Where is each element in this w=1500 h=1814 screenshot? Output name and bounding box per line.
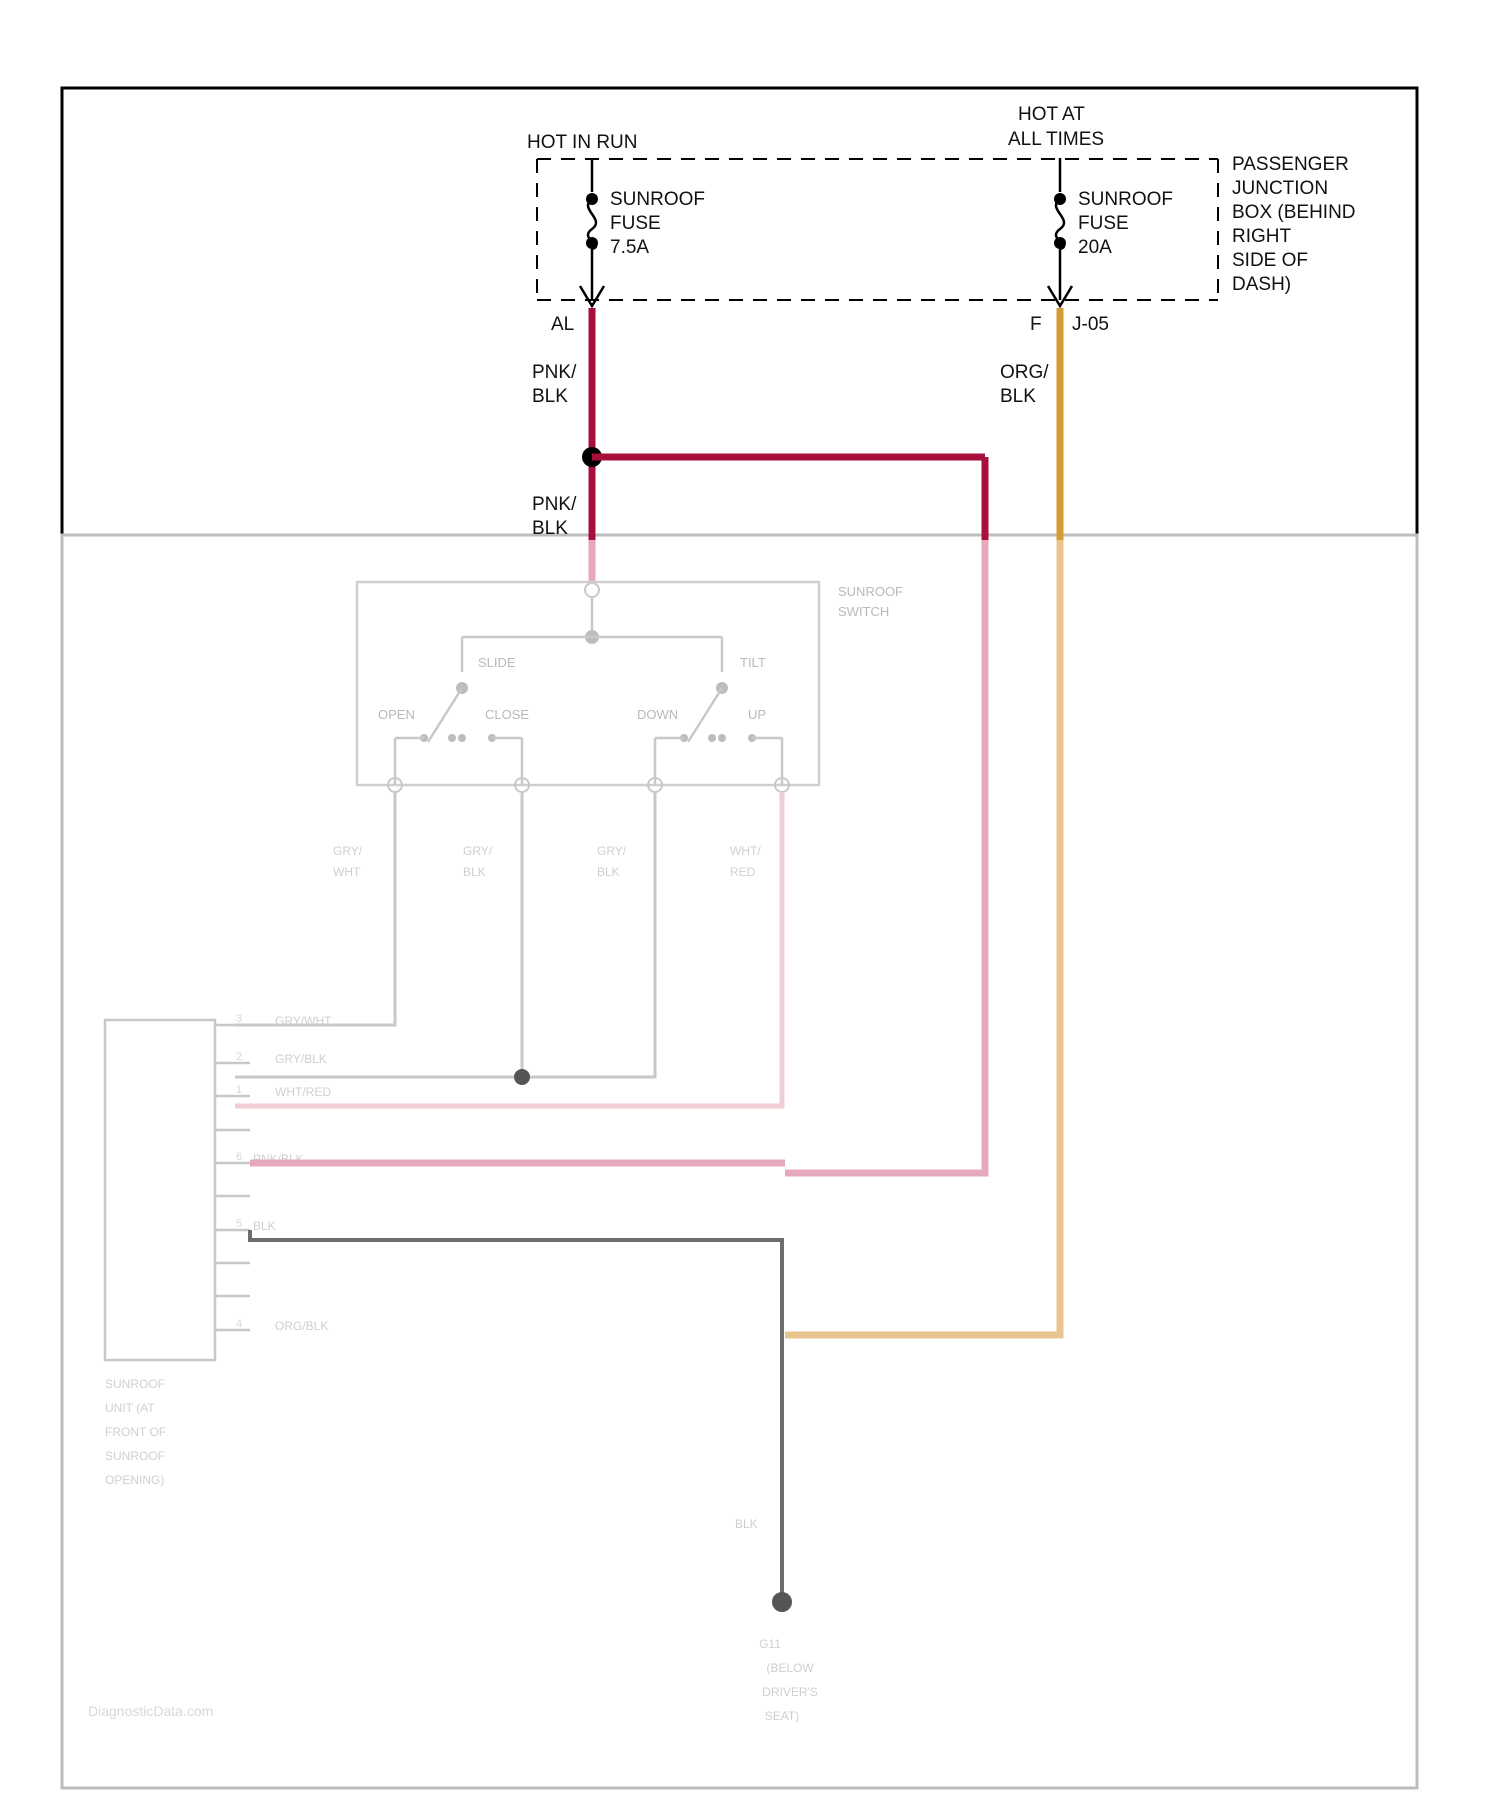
control-unit-name-line-5: OPENING) [105,1473,165,1487]
unit-pin-6-wire: PNK/BLK [253,1152,304,1166]
switch-wire-4-line1: WHT/ [730,844,761,858]
hot-at-all-times-label-line1: HOT AT [1018,104,1085,125]
unit-pin-1-number: 1 [236,1084,243,1096]
unit-pin-4-wire: ORG/BLK [275,1319,329,1333]
junction-box-name-line-3: BOX (BEHIND [1232,202,1356,223]
switch-wire-1-line1: GRY/ [333,844,363,858]
fuse2-pin-label: F [1030,314,1042,335]
junction-box-name-line-5: SIDE OF [1232,250,1309,271]
unit-pin-3-number: 3 [236,1013,243,1025]
unit-pin-2-number: 2 [236,1051,243,1063]
unit-pin-6-number: 6 [236,1151,243,1163]
switch-wire-4-line2: RED [730,865,756,879]
wire-pnk-blk-top-label-line2: BLK [532,386,568,407]
wire-pnk-blk-lower-label-line1: PNK/ [532,494,577,515]
junction-box-name-line-6: DASH) [1232,274,1292,295]
junction-box-name-line-4: RIGHT [1232,226,1292,247]
fuse1-rating: 7.5A [610,237,650,258]
control-unit-name-line-3: FRONT OF [105,1425,167,1439]
switch-position-down: DOWN [637,707,679,722]
wire-pnk-blk-top-label-line1: PNK/ [532,362,577,383]
ground-name-line-1: G11 [759,1637,781,1651]
switch-wire-2-line2: BLK [463,865,486,879]
junction-box-name-line-2: JUNCTION [1232,178,1329,199]
fuse2-name-line2: FUSE [1078,213,1129,234]
switch-wire-1-line2: WHT [333,865,361,879]
fuse1-pin-label: AL [551,314,575,335]
control-unit-name-line-1: SUNROOF [105,1377,165,1391]
unit-pin-5-wire: BLK [253,1219,276,1233]
watermark: DiagnosticData.com [88,1703,214,1719]
ground-node [772,1592,792,1612]
switch-name-line2: SWITCH [838,604,890,619]
switch-wire-3-line2: BLK [597,865,620,879]
wire-pnk-blk-lower-label-line2: BLK [532,518,568,539]
control-unit-name-line-2: UNIT (AT [105,1401,155,1415]
ground-name-line-2: (BELOW [766,1661,814,1675]
fuse1-name-line1: SUNROOF [610,189,705,210]
fuse1-name-line2: FUSE [610,213,661,234]
switch-wire-3-line1: GRY/ [597,844,627,858]
junction-connector-id: J-05 [1072,314,1109,335]
unit-pin-2-wire: GRY/BLK [275,1052,327,1066]
control-unit-name-line-4: SUNROOF [105,1449,165,1463]
switch-position-close: CLOSE [485,707,530,722]
hot-at-all-times-label-line2: ALL TIMES [1008,129,1105,150]
switch-function-slide: SLIDE [478,655,516,670]
wire-org-blk-label-line1: ORG/ [1000,362,1049,383]
switch-position-up: UP [748,707,767,722]
switch-function-tilt: TILT [740,655,766,670]
fuse2-rating: 20A [1078,237,1112,258]
ground-name-line-3: DRIVER'S [762,1685,818,1699]
unit-pin-5-number: 5 [236,1218,243,1230]
unit-pin-1-wire: WHT/RED [275,1085,331,1099]
fuse2-name-line1: SUNROOF [1078,189,1173,210]
switch-wire-2-line1: GRY/ [463,844,493,858]
hot-in-run-label: HOT IN RUN [527,132,638,153]
splice-node-gry-blk [514,1069,530,1085]
switch-position-open: OPEN [378,707,415,722]
ground-wire-label: BLK [735,1517,758,1531]
wire-org-blk-label-line2: BLK [1000,386,1036,407]
switch-name-line1: SUNROOF [838,584,903,599]
unit-pin-3-wire: GRY/WHT [275,1014,332,1028]
unit-pin-4-number: 4 [236,1318,243,1330]
junction-box-name-line-1: PASSENGER [1232,154,1349,175]
ground-name-line-4: SEAT) [764,1709,800,1723]
